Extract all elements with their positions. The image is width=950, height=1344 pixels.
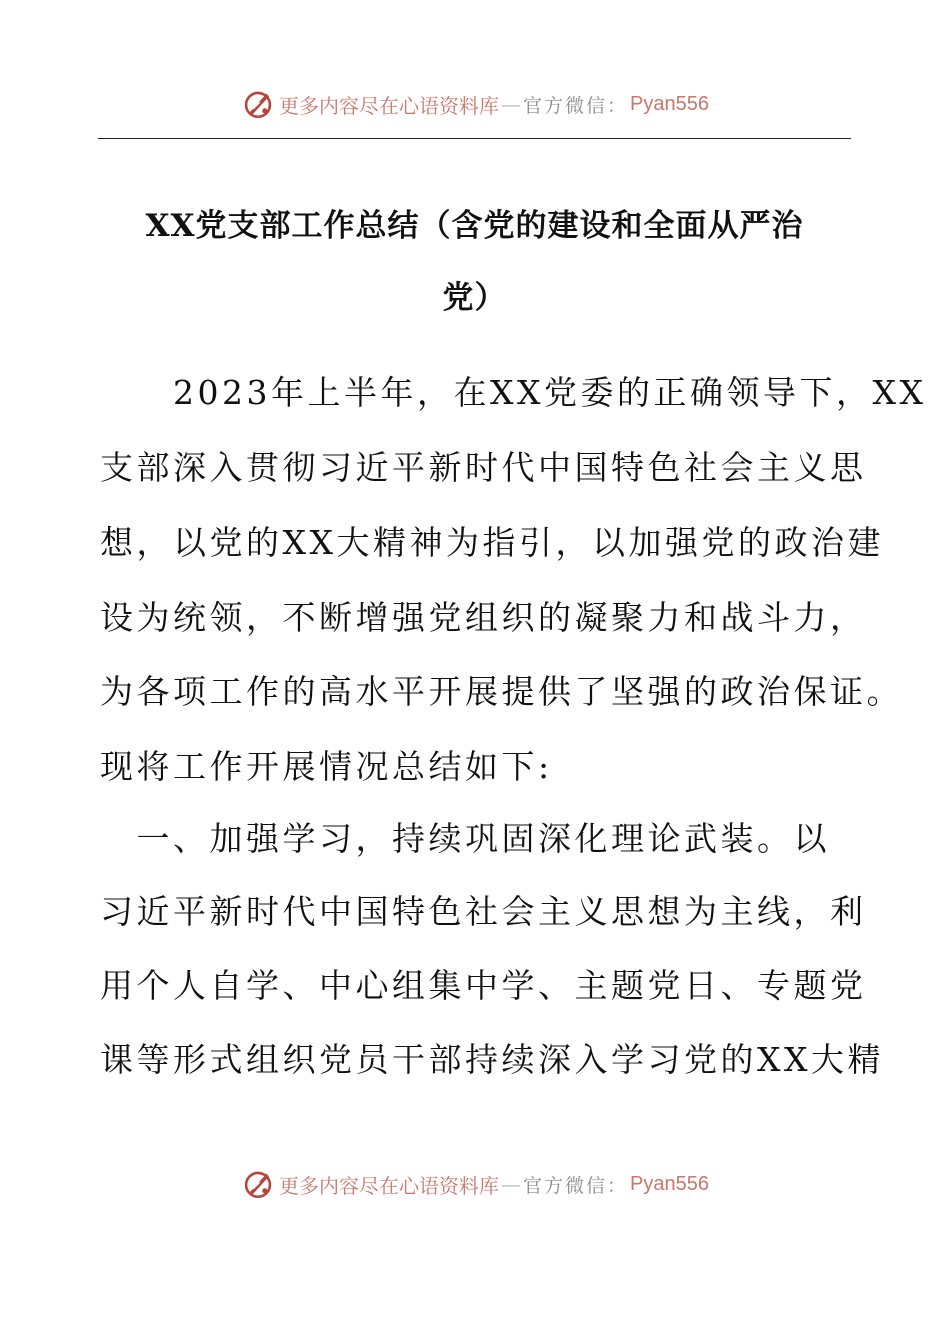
- banner-text: 更多内容尽在心语资料库: [279, 1173, 499, 1198]
- body-line: 想，以党的XX大精神为指引，以加强党的政治建: [100, 523, 884, 562]
- wechat-label: 官方微信：: [523, 1174, 629, 1197]
- wechat-id: Pyan556: [630, 1172, 709, 1195]
- body-line: 用个人自学、中心组集中学、主题党日、专题党: [100, 966, 867, 1005]
- pen-circle-logo-icon: [241, 87, 275, 121]
- banner-dash: —: [501, 1172, 521, 1196]
- body-line: 设为统领，不断增强党组织的凝聚力和战斗力，: [100, 598, 867, 637]
- pen-circle-logo-icon: [241, 1167, 275, 1201]
- document-title-line-1: XX党支部工作总结（含党的建设和全面从严治: [145, 208, 804, 244]
- header-banner: [0, 84, 950, 124]
- body-line: 支部深入贯彻习近平新时代中国特色社会主义思: [100, 448, 867, 487]
- body-line: 习近平新时代中国特色社会主义思想为主线，利: [100, 892, 867, 931]
- banner-dash: —: [501, 92, 521, 116]
- document-title-line-2: 党）: [442, 280, 507, 316]
- footer-banner: [0, 1164, 950, 1204]
- body-line: 2023年上半年，在XX党委的正确领导下，XX: [100, 373, 927, 412]
- banner-text: 更多内容尽在心语资料库: [279, 93, 499, 118]
- wechat-id: Pyan556: [630, 92, 709, 115]
- header-divider: [98, 138, 851, 139]
- section-heading-line: 一、加强学习，持续巩固深化理论武装。以: [100, 819, 830, 858]
- body-line: 为各项工作的高水平开展提供了坚强的政治保证。: [100, 672, 903, 711]
- body-line: 课等形式组织党员干部持续深入学习党的XX大精: [100, 1040, 884, 1079]
- wechat-label: 官方微信：: [523, 94, 629, 117]
- body-line: 现将工作开展情况总结如下:: [100, 747, 553, 786]
